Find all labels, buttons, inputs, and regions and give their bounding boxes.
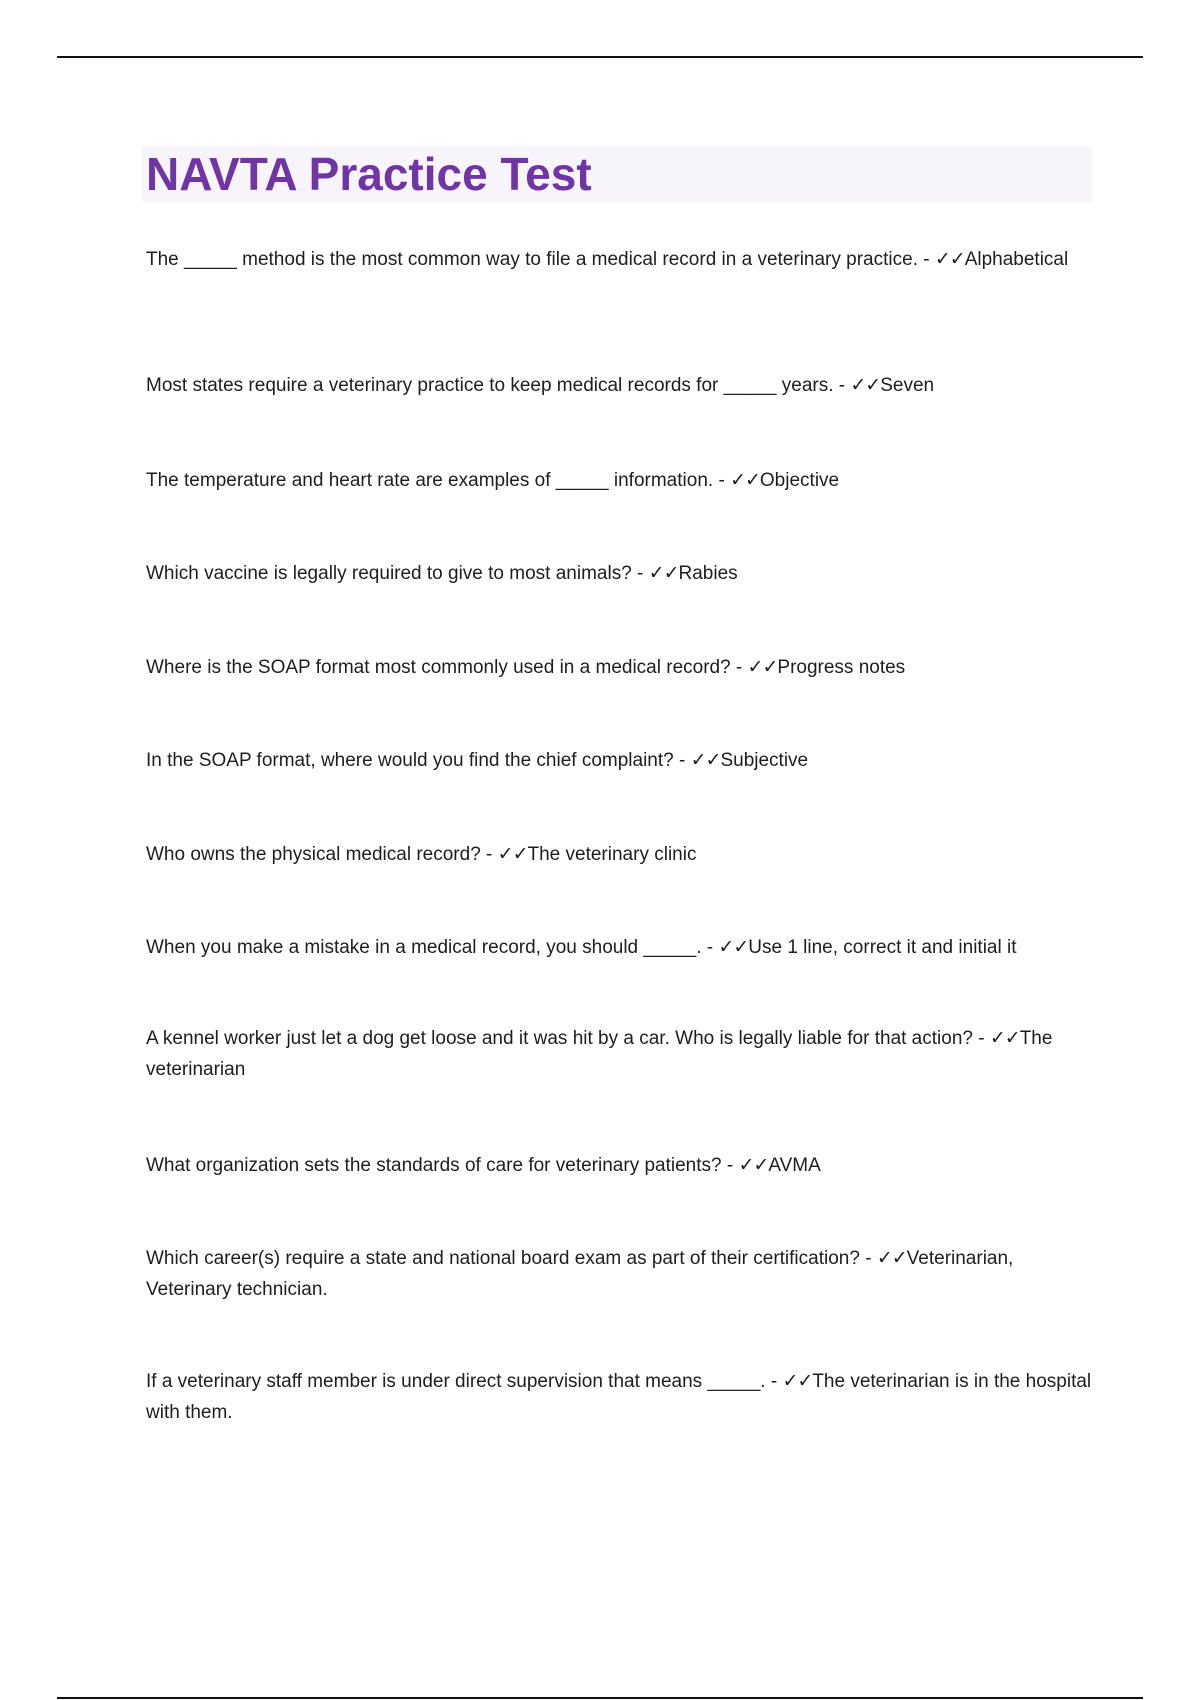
title-band (142, 146, 1092, 202)
question-text: The temperature and heart rate are examples of _____ information. - (146, 470, 725, 491)
bottom-rule (57, 1697, 1143, 1699)
qa-item (146, 1243, 1096, 1305)
answer-text: AVMA (768, 1155, 821, 1176)
qa-item (146, 558, 1096, 589)
answer-text: Seven (880, 375, 935, 396)
qa-item (146, 652, 1096, 683)
question-text: A kennel worker just let a dog get loose and it was hit by a car. Who is legally liable for that action? - (146, 1028, 985, 1049)
qa-item (146, 1150, 1096, 1181)
answer-text: Progress notes (777, 657, 906, 678)
qa-item (146, 1366, 1096, 1428)
answer-text: Rabies (678, 563, 738, 584)
answer-text: Use 1 line, correct it and initial it (748, 937, 1017, 958)
answer-text: The veterinarian is in the hospital with them. (146, 1371, 1092, 1423)
check-icon: ✓✓ (876, 1247, 907, 1269)
check-icon: ✓✓ (782, 1370, 813, 1392)
qa-item (146, 1023, 1096, 1085)
qa-item (146, 370, 1096, 401)
check-icon: ✓✓ (850, 374, 881, 396)
check-icon: ✓✓ (690, 749, 721, 771)
answer-text: Veterinarian, Veterinary technician. (146, 1248, 1014, 1300)
check-icon: ✓✓ (989, 1027, 1020, 1049)
check-icon: ✓✓ (497, 843, 528, 865)
page-title: NAVTA Practice Test (146, 148, 592, 200)
answer-text: The veterinary clinic (527, 844, 697, 865)
question-text: Which career(s) require a state and national board exam as part of their certification? - (146, 1248, 872, 1269)
question-text: Most states require a veterinary practice to keep medical records for _____ years. - (146, 375, 846, 396)
question-text: Which vaccine is legally required to give to most animals? - (146, 563, 644, 584)
answer-text: Objective (759, 470, 840, 491)
top-rule (57, 56, 1143, 58)
qa-item (146, 745, 1096, 776)
check-icon: ✓✓ (730, 469, 760, 491)
question-text: In the SOAP format, where would you find the chief complaint? - (146, 750, 686, 771)
check-icon: ✓✓ (718, 936, 749, 958)
answer-text: Subjective (720, 750, 809, 771)
answer-text: The veterinarian (146, 1028, 1053, 1080)
qa-item (146, 244, 1096, 275)
question-text: When you make a mistake in a medical record, you should _____. - (146, 937, 714, 958)
question-text: The _____ method is the most common way to file a medical record in a veterinary practice. - (146, 249, 930, 270)
check-icon: ✓✓ (738, 1154, 769, 1176)
question-text: Who owns the physical medical record? - (146, 844, 493, 865)
qa-item (146, 839, 1096, 870)
qa-item (146, 932, 1096, 963)
qa-item (146, 465, 1096, 496)
question-text: If a veterinary staff member is under direct supervision that means _____. - (146, 1371, 778, 1392)
check-icon: ✓✓ (747, 656, 778, 678)
question-text: Where is the SOAP format most commonly used in a medical record? - (146, 657, 743, 678)
question-text: What organization sets the standards of care for veterinary patients? - (146, 1155, 734, 1176)
check-icon: ✓✓ (934, 248, 965, 270)
answer-text: Alphabetical (964, 249, 1069, 270)
check-icon: ✓✓ (648, 562, 679, 584)
